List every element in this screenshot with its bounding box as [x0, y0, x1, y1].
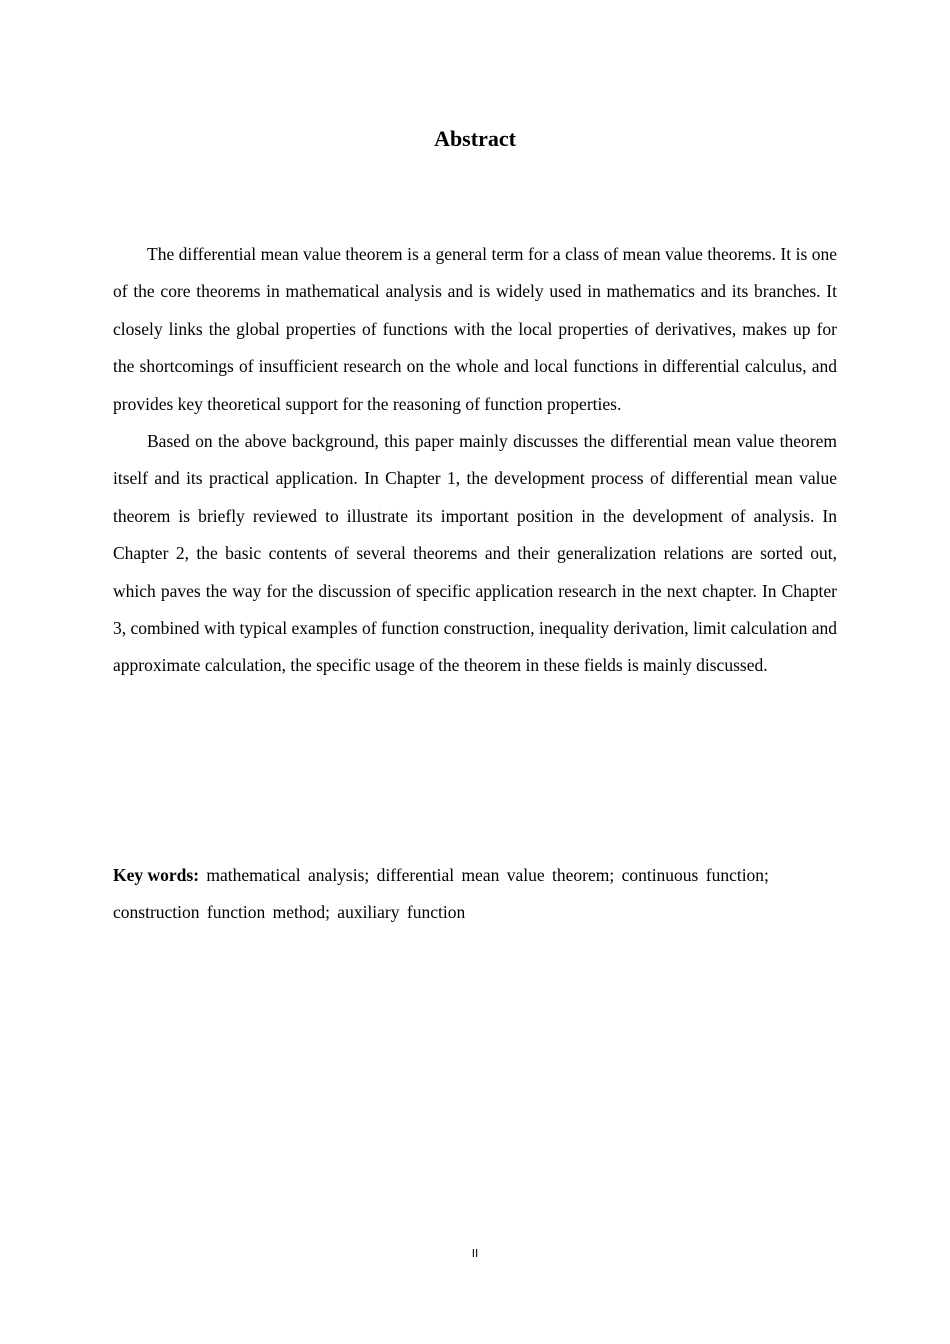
keywords-text: mathematical analysis; differential mean value theorem; continuous function; construction function method; auxiliary function: [113, 865, 769, 923]
keywords: [113, 857, 773, 932]
abstract-body: [113, 236, 837, 685]
abstract-paragraph-1: The differential mean value theorem is a general term for a class of mean value theorems. It is one of the core theorems in mathematical analysis and is widely used in mathematics and its branches. It closely links the global properties of functions with the local properties of derivatives, makes up for the shortcomings of insufficient research on the whole and local functions in differential calculus, and provides key theoretical support for the reasoning of function properties.: [113, 244, 837, 414]
page-title: Abstract: [434, 126, 516, 151]
abstract-paragraph-2: Based on the above background, this paper mainly discusses the differential mean value theorem itself and its practical application. In Chapter 1, the development process of differential mean value theorem is briefly reviewed to illustrate its important position in the development of analysis. In Chapter 2, the basic contents of several theorems and their generalization relations are sorted out, which paves the way for the discussion of specific application research in the next chapter. In Chapter 3, combined with typical examples of function construction, inequality derivation, limit calculation and approximate calculation, the specific usage of the theorem in these fields is mainly discussed.: [113, 431, 837, 676]
keywords-label: Key words:: [113, 865, 200, 885]
page-number: II: [471, 1247, 479, 1260]
